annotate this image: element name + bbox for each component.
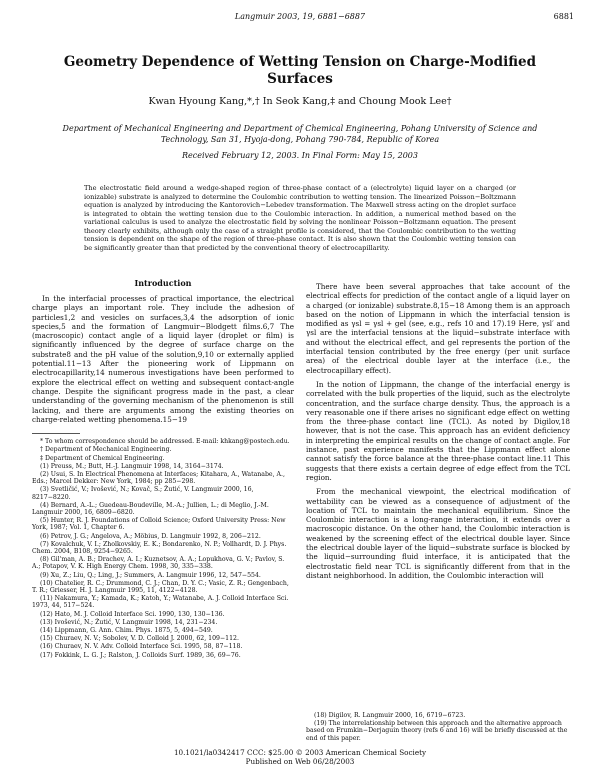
footnote: (3) Svetličić, V.; Ivošević, N.; Kovač, S.; Žutić, V. Langmuir 2000, 16, 8217−8220.: [32, 486, 254, 501]
footnote: (2) Usui, S. In Electrical Phenomena at Interfaces; Kitahara, A., Watanabe, A., Eds.; Marcel Dekker: New York, 1984; pp 285−298.: [32, 470, 285, 486]
body-paragraph-2: In the notion of Lippmann, the change of the interfacial energy is correlated with the bulk properties of the liquid, such as the electrolyte concentration, and the surface charge density. Thus, the approach is a very reasonable one if there arises no significant edge effect on wetting from the three-phase contact line (TCL). As noted by Digilov,18 however, that is not the case. This approach has an evident deficiency in interpreting the empirical results on the change of contact angle. For instance, past experience manifests that the Lippmann effect alone cannot satisfy the force balance at the three-phase contact line.11 This suggests that there exists a certain degree of edge effect from the TCL region.: [306, 379, 570, 482]
footnote: (9) Xu, Z.; Liu, Q.; Ling, J.; Summers, A. Langmuir 1996, 12, 547−554.: [40, 571, 261, 579]
page-number: 6881: [553, 12, 574, 21]
journal-citation: Langmuir 2003, 19, 6881−6887: [234, 12, 366, 21]
running-header: [0, 10, 600, 26]
footnote: † Department of Mechanical Engineering.: [40, 446, 172, 454]
footnote: (4) Bernard, A.-L.; Guedeau-Boudeville, M.-A.; Jullien, L.; di Meglio, J.-M. Langmuir 2000, 16, 6809−6820.: [32, 501, 269, 516]
footnote: (7) Kovalchuk, V. I.; Zholkovskiy, E. K.; Bondarenko, N. P.; Vollhardt, D. J. Phys. Chem. 2004, B108, 9254−9265.: [32, 540, 287, 555]
author-list: Kwan Hyoung Kang,*,† In Seok Kang,‡ and Choung Mook Lee†: [148, 96, 452, 107]
footnote: (13) Ivošević, N.; Žutić, V. Langmuir 1998, 14, 231−234.: [40, 618, 218, 626]
footnote: (11) Nakamura, Y.; Kamada, K.; Katoh, Y.; Watanabe, A. J. Colloid Interface Sci. 1973, 44, 517−524.: [32, 595, 289, 610]
footnote: (8) Gil'man, A. B.; Drachev, A. I.; Kuznetsov, A. A.; Lopukhova, G. V.; Pavlov, S. A.; Potapov, V. K. High Energy Chem. 1998, 30, 335−338.: [32, 556, 285, 571]
footnote: ‡ Department of Chemical Engineering.: [40, 454, 165, 462]
received-dates: Received February 12, 2003. In Final Form: May 15, 2003: [182, 151, 418, 160]
footnote: (12) Hato, M. J. Colloid Interface Sci. 1990, 130, 130−136.: [40, 610, 225, 618]
footnote: (18) Digilov, R. Langmuir 2000, 16, 6719−6723.: [314, 712, 466, 719]
footnote-list: [32, 438, 294, 659]
article-title: Geometry Dependence of Wetting Tension on Charge-Modified Surfaces: [63, 54, 537, 87]
section-heading-introduction: Introduction: [134, 278, 192, 288]
footnote: (19) The interrelationship between this approach and the alternative approach based on Frumkin−Derjaguin theory (refs 6 and 16) will be briefly discussed at the end of this paper.: [306, 720, 568, 742]
doi-line: 10.1021/la0342417 CCC: $25.00 © 2003 American Chemical Society: [173, 748, 427, 757]
right-footnotes: [306, 712, 570, 743]
page-footer: [0, 748, 600, 766]
footnote: (16) Churaev, N. V. Adv. Colloid Interface Sci. 1995, 58, 87−118.: [40, 643, 243, 651]
footnote: (14) Lippmann, G. Ann. Chim. Phys. 1875, 5, 494−549.: [40, 627, 213, 635]
footnote-divider: [32, 433, 80, 434]
published-line: Published on Web 06/28/2003: [245, 757, 355, 766]
footnote: * To whom correspondence should be addressed. E-mail: khkang@postech.edu.: [40, 438, 290, 446]
body-paragraph-1: There have been several approaches that take account of the electrical effects for prediction of the contact angle of a liquid layer on a charged (or ionizable) substrate.8,15−18 Among them is an approach based on the notion of Lippmann in which the interfacial tension is modified as γsl = γsl + gel (see, e.g., refs 10 and 17).19 Here, γsl′ and γsl are the interfacial tensions at the liquid−substrate interface with and without the electrical effect, and gel represents the portion of the interfacial tension contributed by the free energy (per unit surface area) of the electrical double layer at the interface (i.e., the electrocapillary effect).: [306, 282, 570, 375]
intro-paragraph-1: In the interfacial processes of practical importance, the electrical charge plays an important role. They include the adhesion of particles1,2 and vesicles on surfaces,3,4 the adsorption of ionic species,5 and the formation of Langmuir−Blodgett films.6,7 The (macroscopic) contact angle of a liquid layer (droplet or film) is significantly influenced by the degree of surface charge on the substrate8 and the pH value of the solution,9,10 or externally applied potential.11−13 After the pioneering work of Lippmann on electrocapillarity,14 numerous investigations have been performed to explore the electrical effect on wetting and subsequent contact-angle change. Despite the significant progress made in the past, a clear understanding of the governing mechanism of the phenomenon is still lacking, and there are arguments among the existing theories on charge-related wetting phenomena.15−19: [32, 294, 294, 424]
right-column: [306, 282, 570, 585]
body-paragraph-3: From the mechanical viewpoint, the electrical modification of wettability can be viewed as a consequence of adjustment of the location of TCL to maintain the mechanical equilibrium. Since the Coulombic interaction is a long-range interaction, it extends over a macroscopic distance. On the other hand, the Coulombic interaction is weakened by the screening effect of the electrical double layer. Since the electrical double layer of the liquid−substrate surface is blocked by the liquid−surrounding fluid interface, it is anticipated that the electrostatic field near TCL is significantly different from that in the distant neighborhood. In addition, the Coulombic interaction will: [306, 487, 570, 580]
abstract: The electrostatic field around a wedge-shaped region of three-phase contact of a (electrolyte) liquid layer on a charged (or ionizable) substrate is analyzed to determine the Coulombic contribution to wetting tension. The linearized Poisson−Boltzmann equation is analyzed by introducing the Kantorovich−Lebedev transformation. The Maxwell stress acting on the droplet surface is integrated to obtain the wetting tension due to the Coulombic interaction. In addition, a numerical method based on the variational calculus is used to analyze the electrostatic field by solving the nonlinear Poisson−Boltzmann equation. The present theory clearly exhibits, although only the case of a straight profile is considered, that the Coulombic contribution to the wetting tension is dependent on the shape of the region of three-phase contact. It is also shown that the Coulombic wetting tension can be significantly greater than that predicted by the conventional theory of electrocapillarity.: [84, 184, 516, 252]
left-column: [32, 278, 294, 660]
footnote: (6) Petrov, J. G.; Angelova, A.; Möbius, D. Langmuir 1992, 8, 206−212.: [40, 532, 261, 540]
footnote: (17) Fokkink, L. G. J.; Ralston, J. Colloids Surf. 1989, 36, 69−76.: [40, 651, 241, 659]
footnote: (15) Churaev, N. V.; Sobolev, V. D. Colloid J. 2000, 62, 109−112.: [40, 635, 239, 643]
footnote: (1) Preuss, M.; Butt, H.-J. Langmuir 1998, 14, 3164−3174.: [40, 462, 224, 470]
footnote: (10) Chatelier, R. C.; Drummond, C. J.; Chan, D. Y. C.; Vasic, Z. R.; Gengenbach, T. R.; Griesser, H. J. Langmuir 1995, 11, 4122−4128.: [32, 579, 289, 595]
footnote: (5) Hunter, R. J. Foundations of Colloid Science; Oxford University Press: New York, 1987; Vol. 1, Chapter 6.: [32, 517, 286, 532]
affiliation: Department of Mechanical Engineering and Department of Chemical Engineering, Pohang University of Science and Technology, San 31, Hyoja-dong, Pohang 790-784, Republic of Korea: [62, 124, 538, 144]
